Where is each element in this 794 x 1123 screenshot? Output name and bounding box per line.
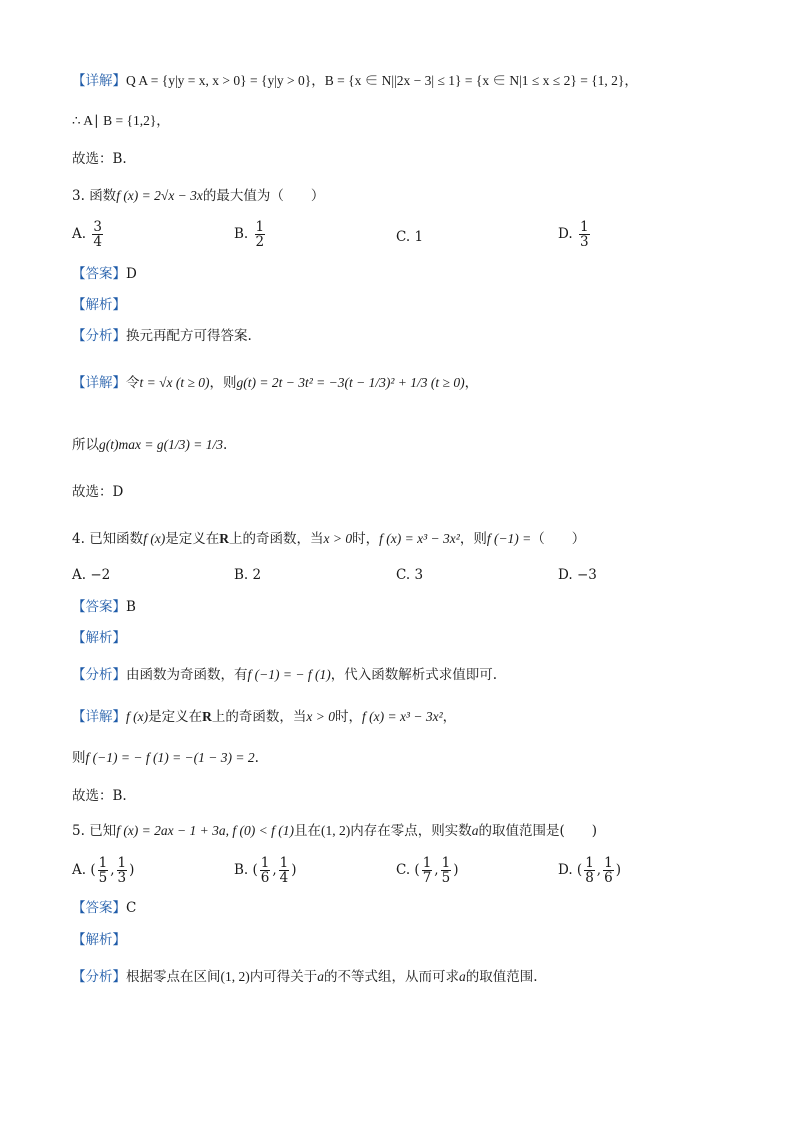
q3-stem-text: 函数 — [89, 188, 117, 204]
option-label: A. — [72, 862, 87, 878]
q3-choice: 故选：D — [72, 484, 124, 500]
answer-value: B — [126, 599, 136, 615]
q4-answer — [72, 598, 136, 616]
stem-text: 上的奇函数，当 — [229, 531, 324, 547]
q3-conclusion — [72, 436, 227, 454]
q4-detail — [72, 708, 456, 726]
fraction: $\frac{1}{3}$ — [117, 855, 127, 886]
period: . — [222, 437, 228, 453]
f-neg-one: f (−1) = — [486, 531, 532, 546]
fx-expression: f (x) = x³ − 3x² — [379, 531, 460, 546]
q4-option-b — [234, 566, 261, 584]
fenxi-text: ，代入函数解析式求值即可. — [330, 667, 497, 683]
q5-number: 5. — [72, 823, 85, 839]
variable-a: a — [459, 969, 466, 984]
option-value: 1 — [414, 229, 424, 245]
q2-set-expression: Q A = {y|y = x, x > 0} = {y|y > 0}，B = {x ∈ N||2x − 3| ≤ 1} = {x ∈ N|1 ≤ x ≤ 2} = {1, 2}， — [126, 73, 638, 88]
fenxi-text: 根据零点在区间 — [126, 969, 221, 985]
option-label: D. — [558, 567, 573, 583]
detail-text: 时， — [334, 709, 362, 725]
detail-label: 【详解】 — [72, 375, 126, 391]
fx-expression: f (x) = 2ax − 1 + 3a, f (0) < f (1) — [116, 823, 294, 838]
option-label: C. — [396, 567, 411, 583]
detail-label: 【详解】 — [72, 73, 126, 89]
stem-text: 的取值范围是( ) — [478, 823, 598, 839]
variable-a: a — [317, 969, 324, 984]
q4-stem — [72, 530, 585, 548]
option-label: A. — [72, 567, 87, 583]
option-value: −3 — [576, 567, 597, 583]
q4-fenxi — [72, 666, 497, 684]
condition: x > 0 — [306, 709, 335, 724]
fraction: $\frac{1}{6}$ — [260, 855, 270, 886]
substitution: t = √x (t ≥ 0) — [139, 375, 210, 390]
real-set: R — [202, 709, 212, 724]
q5-option-a: A. ( $\frac{1}{5}$ , $\frac{1}{3}$ ) — [72, 855, 135, 886]
option-label: B. — [234, 862, 249, 878]
fenxi-label: 【分析】 — [72, 969, 126, 985]
fenxi-text: 内可得关于 — [249, 969, 318, 985]
variable-a: a — [471, 823, 479, 838]
detail-label: 【详解】 — [72, 709, 126, 725]
answer-value: D — [126, 266, 137, 282]
fraction: $\frac{1}{4}$ — [279, 855, 289, 886]
stem-text: 时， — [352, 531, 380, 547]
fenxi-label: 【分析】 — [72, 667, 126, 683]
q3-number: 3. — [72, 188, 85, 204]
q5-option-d: D. ( $\frac{1}{8}$ , $\frac{1}{6}$ ) — [558, 855, 621, 886]
stem-text: 且在 — [293, 823, 321, 839]
computation: f (−1) = − f (1) = −(1 − 3) = 2 — [85, 750, 255, 765]
option-label: D. — [558, 862, 573, 878]
fx-expression: f (x) = x³ − 3x² — [361, 709, 443, 724]
option-value: −2 — [90, 567, 111, 583]
fraction: $\frac{1}{5}$ — [441, 855, 451, 886]
max-expression: g(t)max = g(1/3) = 1/3 — [99, 437, 223, 452]
detail-text: 是定义在 — [148, 709, 203, 725]
q5-option-b: B. ( $\frac{1}{6}$ , $\frac{1}{4}$ ) — [234, 855, 297, 886]
detail-text: 令 — [126, 375, 140, 391]
answer-label: 【答案】 — [72, 599, 126, 615]
q5-stem — [72, 822, 597, 840]
fraction: $\frac{1}{7}$ — [422, 855, 432, 886]
answer-label: 【答案】 — [72, 900, 126, 916]
detail-text: 上的奇函数，当 — [211, 709, 307, 725]
period: . — [254, 750, 259, 766]
q4-option-d — [558, 566, 597, 584]
then-text: 则 — [72, 750, 86, 766]
q2-detail-line1 — [72, 72, 638, 90]
fraction: $\frac{3}{4}$ — [93, 219, 102, 250]
real-set: R — [219, 531, 230, 546]
stem-text: 已知函数 — [89, 531, 144, 547]
q4-choice: 故选：B. — [72, 788, 127, 804]
q4-then — [72, 749, 259, 767]
fenxi-text: 的取值范围. — [465, 969, 538, 985]
q2-intersection: ∴ A∣ B = {1,2}， — [72, 113, 170, 128]
fraction: $\frac{1}{3}$ — [579, 219, 589, 250]
fenxi-text: 由函数为奇函数，有 — [126, 667, 248, 683]
option-label: B. — [234, 567, 249, 583]
fenxi-label: 【分析】 — [72, 328, 126, 344]
q5-analysis-label: 【解析】 — [72, 932, 126, 948]
fx: f (x) — [126, 709, 149, 724]
option-value: 3 — [414, 567, 424, 583]
q4-analysis-label: 【解析】 — [72, 630, 126, 646]
odd-relation: f (−1) = − f (1) — [247, 667, 331, 682]
fraction: $\frac{1}{8}$ — [585, 855, 594, 886]
option-label: D. — [558, 226, 573, 242]
option-label: B. — [234, 226, 249, 242]
q4-option-a — [72, 566, 110, 584]
fraction: $\frac{1}{2}$ — [255, 219, 265, 250]
q4-option-c — [396, 566, 423, 584]
q2-choice: 故选：B. — [72, 151, 127, 167]
q2-detail-line2 — [72, 112, 170, 130]
q3-stem-tail: 的最大值为（ ） — [202, 188, 325, 204]
q5-fenxi — [72, 968, 538, 986]
detail-text: ， — [442, 709, 457, 725]
q3-fenxi — [72, 327, 252, 345]
stem-text: 已知 — [89, 823, 117, 839]
q3-option-b — [234, 220, 267, 249]
q3-answer — [72, 265, 137, 283]
fenxi-text: 的不等式组，从而可求 — [324, 969, 459, 985]
fenxi-text: 换元再配方可得答案. — [126, 328, 252, 344]
so-text: 所以 — [72, 437, 99, 453]
g-expression: g(t) = 2t − 3t² = −3(t − 1/3)² + 1/3 (t ≥ 0) — [236, 375, 465, 390]
option-label: A. — [72, 226, 87, 242]
fraction: $\frac{1}{6}$ — [604, 855, 613, 886]
interval: (1, 2) — [320, 823, 351, 838]
q3-option-d — [558, 220, 592, 249]
q3-function: f (x) = 2√x − 3x — [116, 188, 203, 203]
stem-text: 是定义在 — [165, 531, 220, 547]
option-label: C. — [396, 229, 411, 245]
detail-text: ， — [464, 375, 479, 391]
interval: (1, 2) — [220, 969, 250, 984]
stem-text: ，则 — [459, 531, 487, 547]
q4-number: 4. — [72, 531, 85, 547]
option-value: 2 — [252, 567, 262, 583]
condition: x > 0 — [323, 531, 353, 546]
q3-option-a — [72, 220, 105, 249]
q3-detail — [72, 374, 478, 392]
answer-label: 【答案】 — [72, 266, 126, 282]
blank: （ ） — [531, 531, 586, 547]
q3-stem — [72, 187, 324, 205]
q5-option-c: C. ( $\frac{1}{7}$ , $\frac{1}{5}$ ) — [396, 855, 459, 886]
fraction: $\frac{1}{5}$ — [98, 855, 108, 886]
q3-analysis-label: 【解析】 — [72, 297, 126, 313]
q5-answer — [72, 899, 136, 917]
stem-text: 内存在零点，则实数 — [350, 823, 472, 839]
q3-option-c — [396, 228, 423, 246]
option-label: C. — [396, 862, 411, 878]
fx: f (x) — [143, 531, 166, 546]
detail-text: ，则 — [209, 375, 237, 391]
answer-value: C — [126, 900, 137, 916]
